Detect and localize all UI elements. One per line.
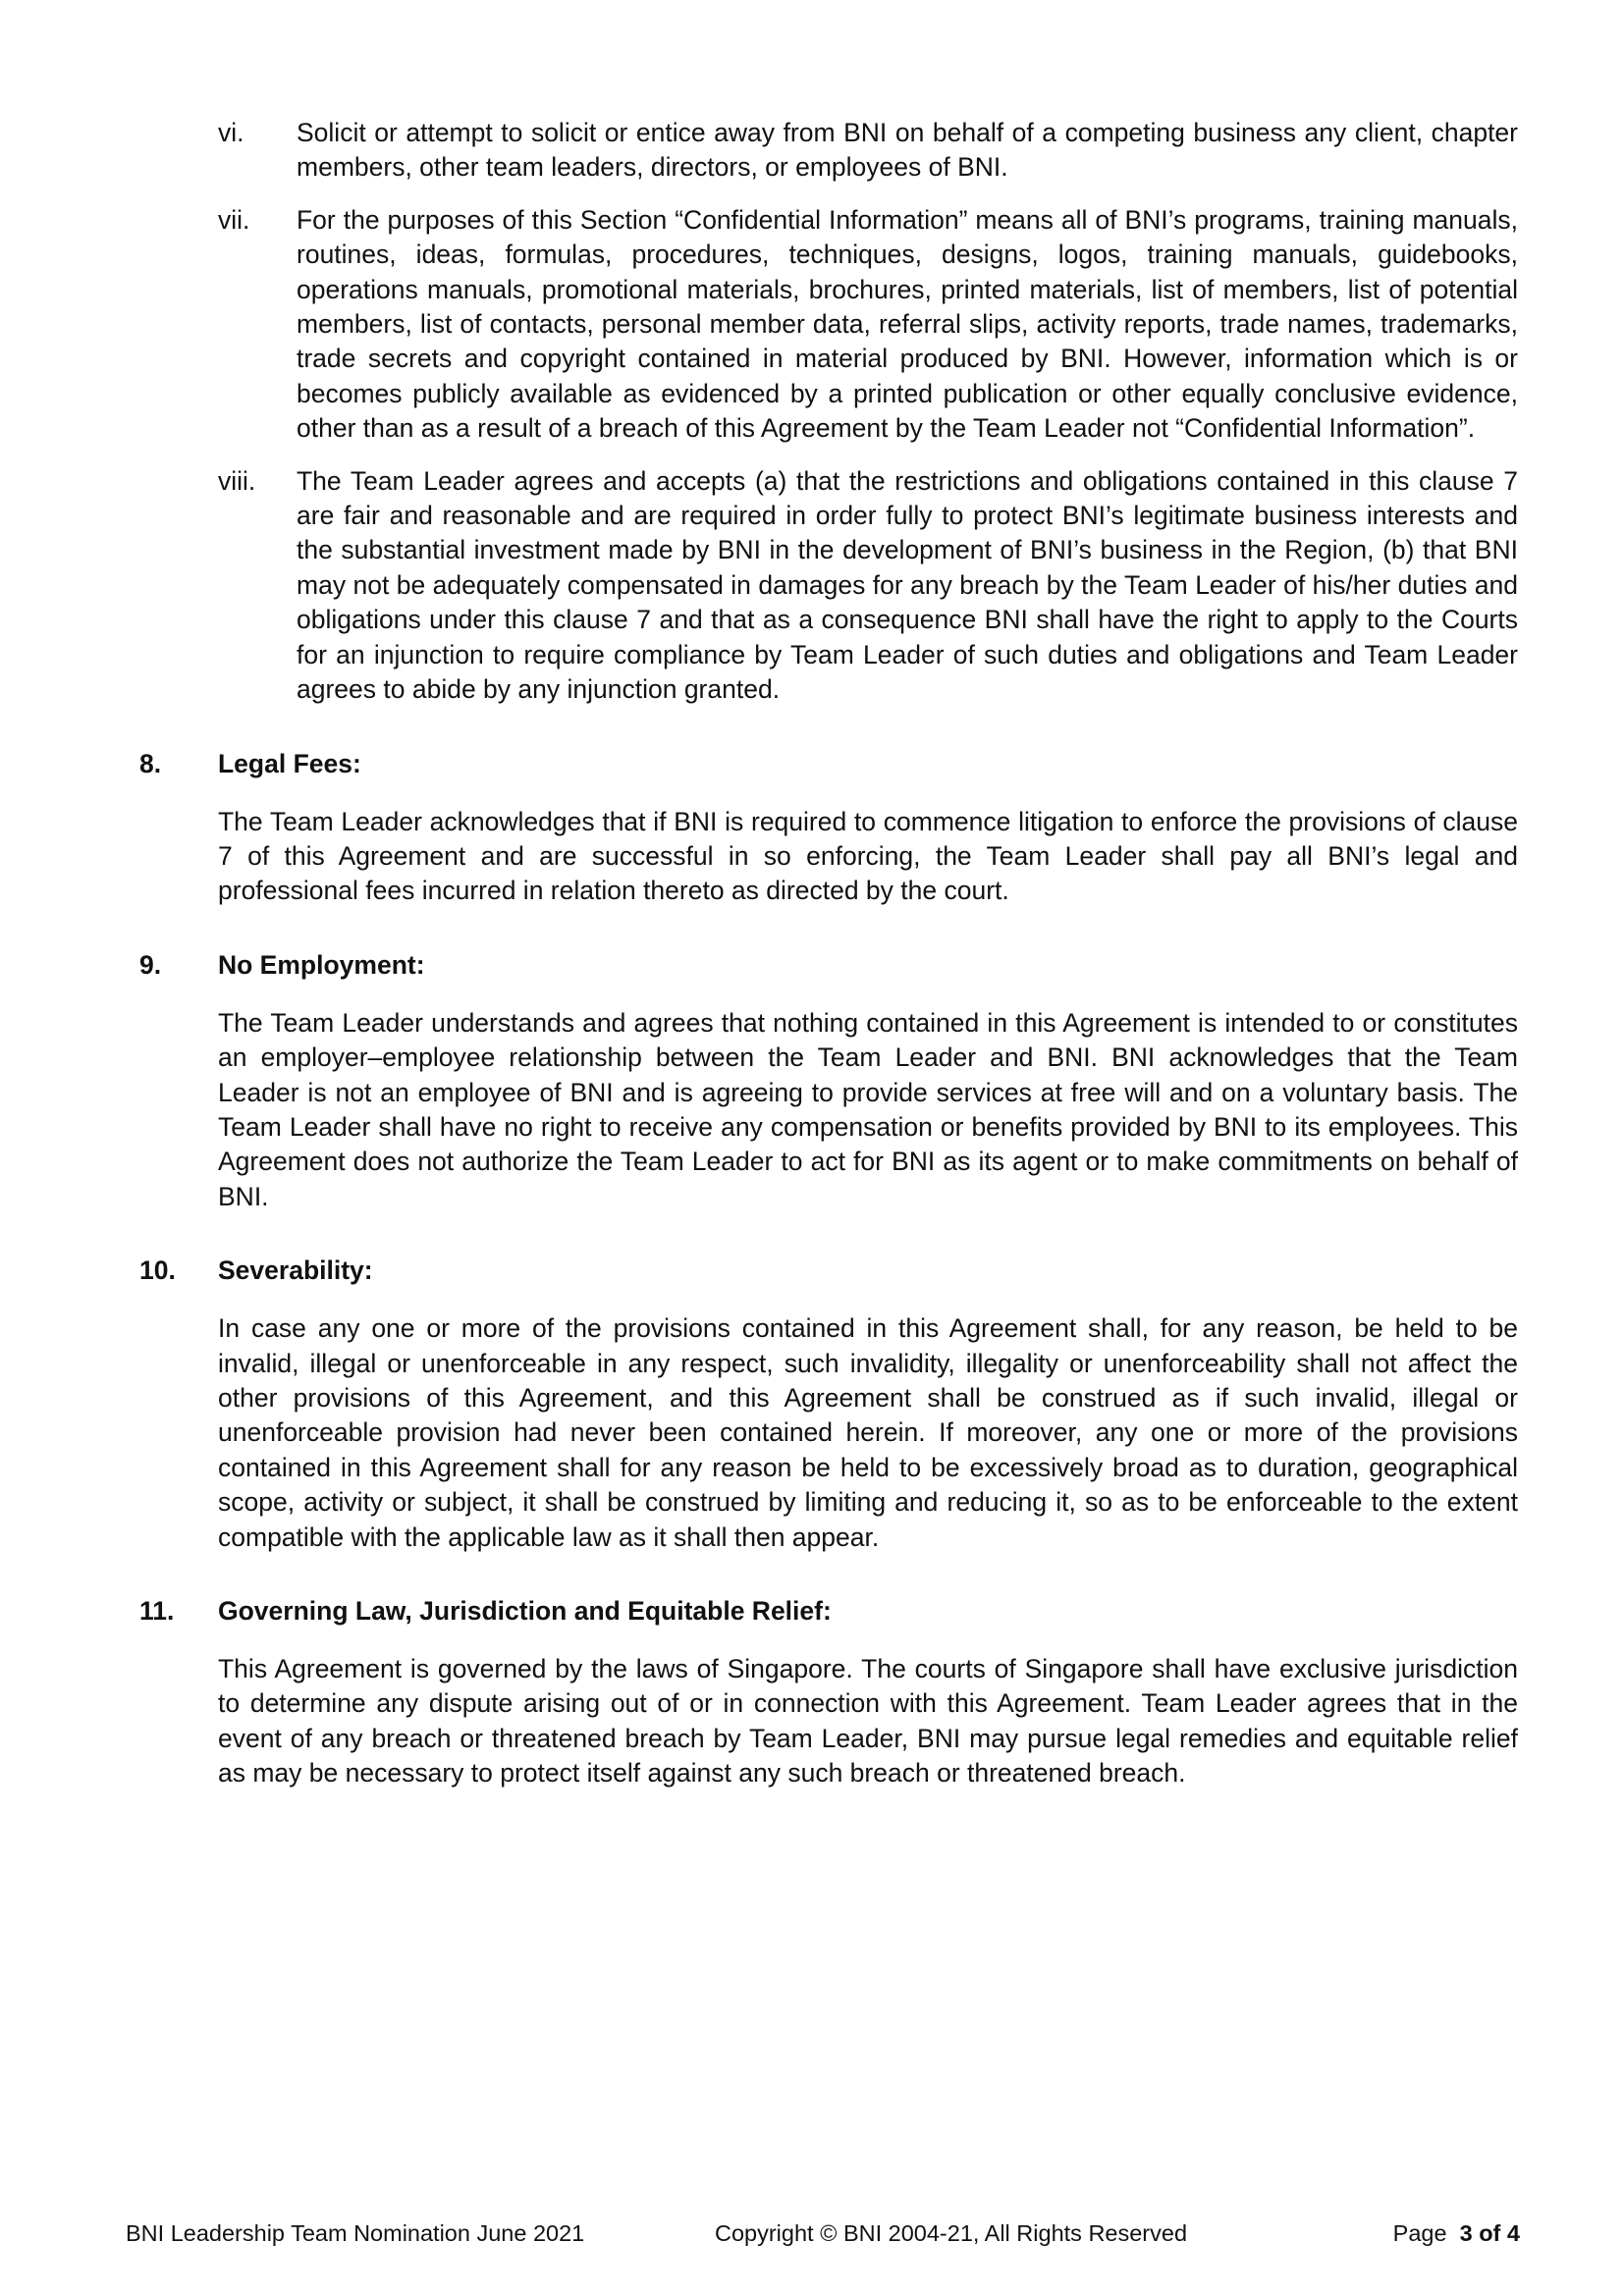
section-title: Severability: xyxy=(218,1255,373,1286)
section-title: Governing Law, Jurisdiction and Equitable Relief: xyxy=(218,1596,832,1626)
page-total: 4 xyxy=(1506,2220,1520,2246)
section-no-employment xyxy=(139,948,1518,1214)
page-current: 3 xyxy=(1459,2220,1473,2246)
footer-page-number xyxy=(1393,2218,1520,2248)
subclause-marker: viii. xyxy=(218,465,256,496)
subclause-vi xyxy=(139,116,1518,186)
section-title: Legal Fees: xyxy=(218,748,361,778)
section-heading xyxy=(139,1254,1518,1288)
page-of: of xyxy=(1479,2220,1501,2246)
footer-copyright: Copyright © BNI 2004-21, All Rights Reserved xyxy=(715,2220,1188,2246)
section-governing-law xyxy=(139,1594,1518,1791)
section-severability xyxy=(139,1254,1518,1555)
section-body: This Agreement is governed by the laws of Singapore. The courts of Singapore shall have exclusive jurisdiction to determine any dispute arising out of or in connection with this Agreement. Team Leader agrees that in the event of any breach or threatened breach by Team Leader, BNI may pursue legal remedies and equitable relief as may be necessary to protect itself against any such breach or threatened breach. xyxy=(218,1654,1518,1789)
subclause-marker: vi. xyxy=(218,118,244,147)
section-body: The Team Leader understands and agrees that nothing contained in this Agreement is intended to or constitutes an employer–employee relationship between the Team Leader and BNI. BNI acknowledges that the Team Leader is not an employee of BNI and is agreeing to provide services at free will and on a voluntary basis. The Team Leader shall have no right to receive any compensation or benefits provided by BNI to its employees. This Agreement does not authorize the Team Leader to act for BNI as its agent or to make commitments on behalf of BNI. xyxy=(218,1007,1518,1211)
section-number: 10. xyxy=(139,1255,176,1286)
section-heading xyxy=(139,1594,1518,1629)
section-legal-fees xyxy=(139,747,1518,909)
subclause-vii xyxy=(139,203,1518,447)
footer-document-title: BNI Leadership Team Nomination June 2021 xyxy=(126,2220,585,2246)
subclause-text: Solicit or attempt to solicit or entice away from BNI on behalf of a competing business any client, chapter members, other team leaders, directors, or employees of BNI. xyxy=(297,118,1518,183)
subclause-text: For the purposes of this Section “Confidential Information” means all of BNI’s programs, training manuals, routines, ideas, formulas, procedures, techniques, designs, logos, training manuals, guidebooks, operations manuals, promotional materials, brochures, printed materials, list of members, list of potential members, list of contacts, personal member data, referral slips, activity reports, trade names, trademarks, trade secrets and copyright contained in material produced by BNI. However, information which is or becomes publicly available as evidenced by a printed publication or other equally conclusive evidence, other than as a result of a breach of this Agreement by the Team Leader not “Confidential Information”. xyxy=(297,204,1518,444)
subclause-text: The Team Leader agrees and accepts (a) that the restrictions and obligations contained in this clause 7 are fair and reasonable and are required in order fully to protect BNI’s legitimate business interests and the substantial investment made by BNI in the development of BNI’s business in the Region, (b) that BNI may not be adequately compensated in damages for any breach by the Team Leader of his/her duties and obligations under this clause 7 and that as a consequence BNI shall have the right to apply to the Courts for an injunction to require compliance by Team Leader of such duties and obligations and Team Leader agrees to abide by any injunction granted. xyxy=(297,465,1518,705)
section-number: 9. xyxy=(139,949,162,980)
section-heading xyxy=(139,747,1518,781)
section-title: No Employment: xyxy=(218,949,425,980)
section-heading xyxy=(139,948,1518,983)
section-body: In case any one or more of the provisions contained in this Agreement shall, for any reason, be held to be invalid, illegal or unenforceable in any respect, such invalidity, illegality or unenforceability shall not affect the other provisions of this Agreement, and this Agreement shall be construed as if such invalid, illegal or unenforceable provision had never been contained herein. If moreover, any one or more of the provisions contained in this Agreement shall for any reason be held to be excessively broad as to duration, geographical scope, activity or subject, it shall be construed by limiting and reducing it, so as to be enforceable to the extent compatible with the applicable law as it shall then appear. xyxy=(218,1313,1518,1552)
section-body: The Team Leader acknowledges that if BNI is required to commence litigation to enforce the provisions of clause 7 of this Agreement and are successful in so enforcing, the Team Leader shall pay all BNI’s legal and professional fees incurred in relation thereto as directed by the court. xyxy=(218,806,1518,906)
subclause-viii xyxy=(139,464,1518,708)
section-number: 11. xyxy=(139,1596,175,1626)
page-label: Page xyxy=(1392,2220,1447,2246)
document-content xyxy=(139,116,1518,1791)
subclause-marker: vii. xyxy=(218,204,250,235)
section-number: 8. xyxy=(139,748,162,778)
